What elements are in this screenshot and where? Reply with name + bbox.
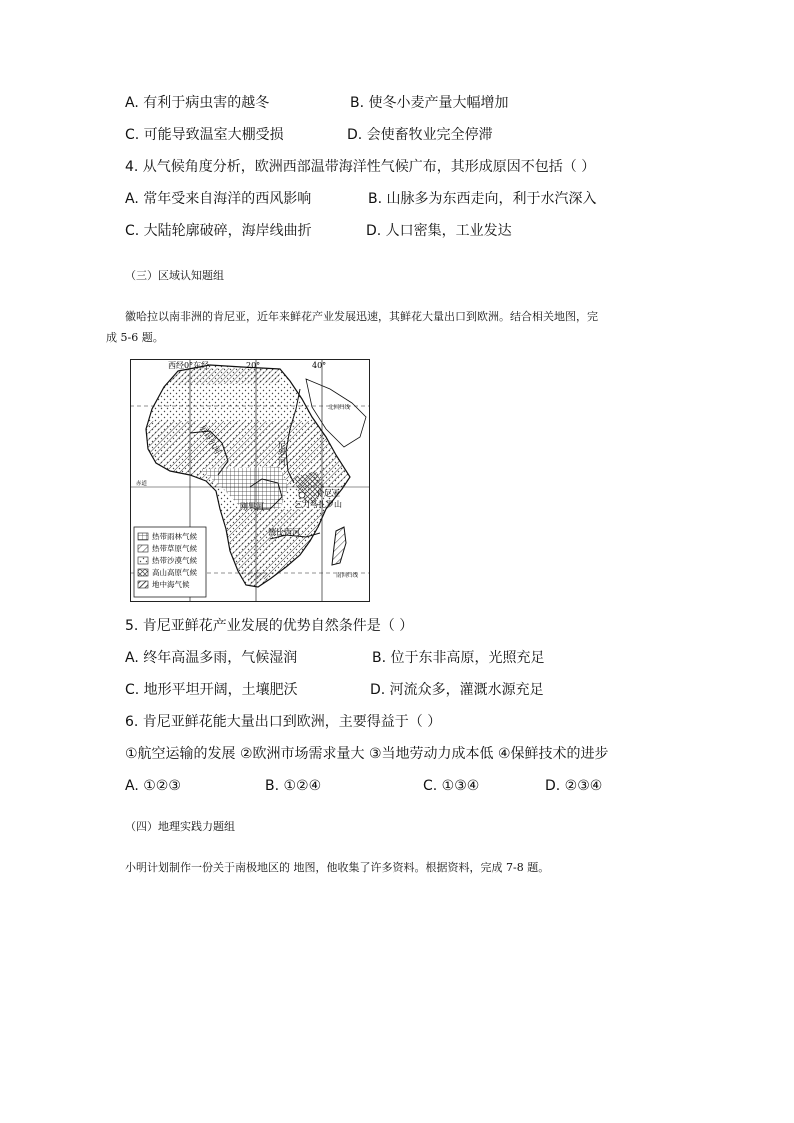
label-kenya: 肯尼亚 bbox=[316, 489, 340, 498]
legend-swatch-mediterranean bbox=[138, 581, 148, 588]
label-west-east: 西经0°东经 bbox=[168, 361, 210, 370]
q4-option-c: C. 大陆轮廓破碎，海岸线曲折 bbox=[125, 223, 312, 239]
section4-heading: （四）地理实践力题组 bbox=[125, 820, 235, 833]
q6-option-c: C. ①③④ bbox=[423, 778, 480, 794]
legend-swatch-desert bbox=[138, 557, 148, 564]
label-niger: 尼日尔河 bbox=[198, 423, 223, 456]
section4-intro: 小明计划制作一份关于南极地区的 地图，他收集了许多资料。根据资料，完成 7-8 题。 bbox=[125, 861, 550, 874]
q4-option-a: A. 常年受来自海洋的西风影响 bbox=[125, 191, 312, 207]
legend-label-0: 热带雨林气候 bbox=[152, 532, 197, 541]
label-lon-20: 20° bbox=[246, 361, 261, 370]
q6-stem: 6. 肯尼亚鲜花能大量出口到欧洲，主要得益于（ ） bbox=[125, 714, 442, 730]
section3-heading: （三）区域认知题组 bbox=[125, 269, 224, 282]
q3-option-c: C. 可能导致温室大棚受损 bbox=[125, 127, 284, 143]
label-congo: 刚果河 bbox=[240, 502, 264, 511]
q6-items: ①航空运输的发展 ②欧洲市场需求量大 ③当地劳动力成本低 ④保鲜技术的进步 bbox=[125, 746, 609, 762]
q4-stem: 4. 从气候角度分析，欧洲西部温带海洋性气候广布，其形成原因不包括（ ） bbox=[125, 159, 596, 175]
legend-swatch-highland bbox=[138, 569, 148, 576]
lake-victoria bbox=[299, 492, 305, 498]
label-tropic-north: 北回归线 bbox=[328, 405, 351, 411]
label-nile: 尼罗河 bbox=[277, 441, 287, 465]
q6-option-a: A. ①②③ bbox=[125, 778, 181, 794]
q3-option-b: B. 使冬小麦产量大幅增加 bbox=[350, 95, 509, 111]
q5-option-d: D. 河流众多，灌溉水源充足 bbox=[370, 682, 544, 698]
q4-option-b: B. 山脉多为东西走向，利于水汽深入 bbox=[368, 191, 597, 207]
section3-intro-line1: 徽哈拉以南非洲的肯尼亚，近年来鲜花产业发展迅速，其鲜花大量出口到欧洲。结合相关地图，完 bbox=[125, 310, 598, 323]
legend-swatch-rainforest bbox=[138, 533, 148, 540]
q4-option-d: D. 人口密集，工业发达 bbox=[366, 223, 512, 239]
q3-option-d: D. 会使畜牧业完全停滞 bbox=[347, 127, 493, 143]
q5-option-b: B. 位于东非高原，光照充足 bbox=[372, 650, 545, 666]
q5-option-c: C. 地形平坦开阔，土壤肥沃 bbox=[125, 682, 298, 698]
legend-label-2: 热带沙漠气候 bbox=[152, 556, 197, 565]
map-svg bbox=[130, 359, 370, 602]
section3-intro-line2: 成 5-6 题。 bbox=[106, 331, 164, 344]
label-zambezi: 赞比西河 bbox=[268, 528, 300, 537]
africa-climate-map bbox=[130, 359, 370, 602]
q5-stem: 5. 肯尼亚鲜花产业发展的优势自然条件是（ ） bbox=[125, 618, 414, 634]
label-tropic-south: 南回归线 bbox=[336, 573, 359, 579]
q6-option-d: D. ②③④ bbox=[545, 778, 603, 794]
label-kilimanjaro: 乞力马扎罗山 bbox=[294, 500, 342, 509]
legend-label-4: 地中海气候 bbox=[152, 580, 190, 589]
q6-option-b: B. ①②④ bbox=[265, 778, 322, 794]
legend-swatch-savanna bbox=[138, 545, 148, 552]
legend-label-1: 热带草原气候 bbox=[152, 544, 197, 553]
q5-option-a: A. 终年高温多雨，气候湿润 bbox=[125, 650, 298, 666]
map-legend bbox=[134, 527, 206, 597]
label-equator: 赤道 bbox=[136, 481, 148, 487]
label-lon-40: 40° bbox=[312, 361, 327, 370]
q3-option-a: A. 有利于病虫害的越冬 bbox=[125, 95, 270, 111]
legend-label-3: 高山高原气候 bbox=[152, 568, 197, 577]
